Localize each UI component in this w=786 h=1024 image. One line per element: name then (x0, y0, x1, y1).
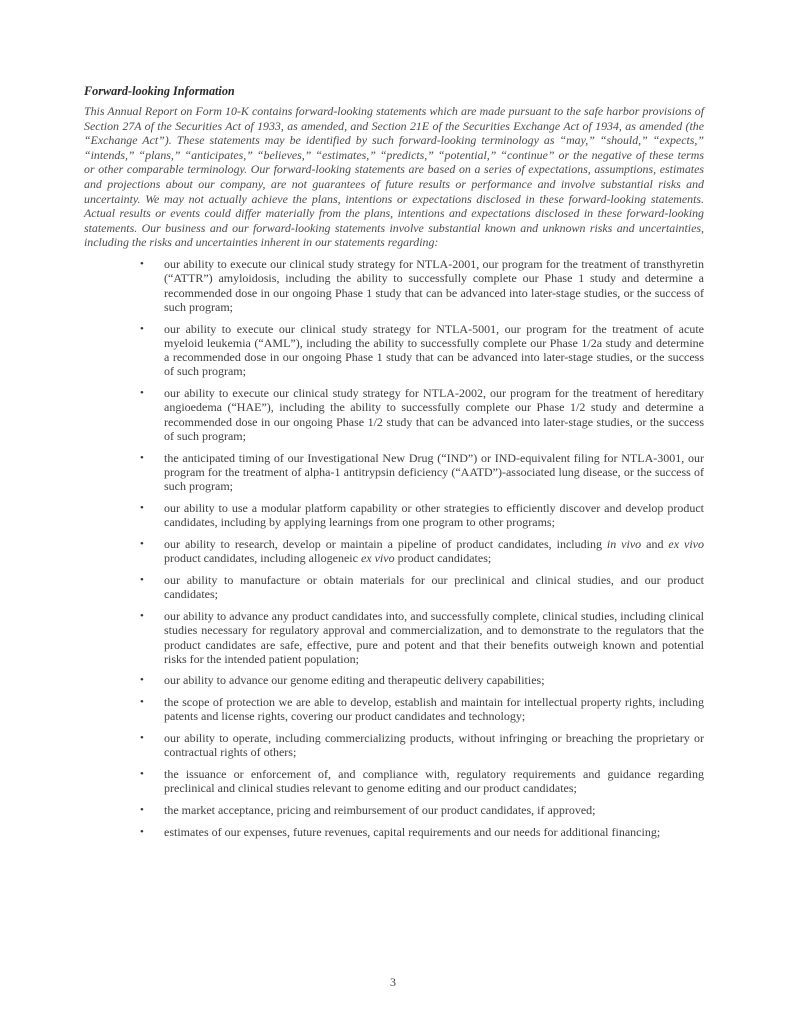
bullet-dot-icon: • (140, 696, 144, 709)
bullet-item (84, 386, 704, 443)
bullet-text: our ability to operate, including commercializing products, without infringing or breaching the proprietary or contractual rights of others; (164, 731, 704, 760)
bullet-item (84, 257, 704, 314)
bullet-text: the scope of protection we are able to develop, establish and maintain for intellectual property rights, including patents and license rights, covering our product candidates and technology; (164, 695, 704, 724)
text-run: and (641, 536, 669, 551)
bullet-dot-icon: • (140, 501, 144, 514)
bullet-dot-icon: • (140, 573, 144, 586)
bullet-item (84, 537, 704, 566)
italic-term: ex vivo (360, 551, 395, 566)
bullet-text: our ability to execute our clinical study strategy for NTLA-2001, our program for the treatment of transthyretin (“ATTR”) amyloidosis, including the ability to successfully complete our Phase 1 study and determine a recommended dose in our ongoing Phase 1 study that can be advanced into later-stage studies, or the success of such program; (164, 256, 704, 314)
text-run: our ability to research, develop or maintain a pipeline of product candidates, including (164, 536, 607, 551)
bullet-dot-icon: • (140, 768, 144, 781)
bullet-item (84, 803, 704, 817)
bullet-text: our ability to execute our clinical study strategy for NTLA-2002, our program for the treatment of hereditary angioedema (“HAE”), including the ability to successfully complete our Phase 1/2 study and determine a recommended dose in our ongoing Phase 1/2 study that can be advanced into later-stage studies, or the success of such program; (164, 386, 704, 443)
bullet-text: our ability to advance any product candidates into, and successfully complete, clinical studies, including clinical studies necessary for regulatory approval and commercialization, and to demonstrate to the regulators that the product candidates are safe, effective, pure and potent and that their benefits outweigh known and potential risks for the intended patient population; (164, 608, 704, 666)
text-run: product candidates, including allogeneic (164, 551, 361, 566)
bullet-dot-icon: • (140, 387, 144, 400)
bullet-dot-icon: • (140, 732, 144, 745)
italic-term: in vivo (606, 536, 642, 551)
text-run: product candidates; (394, 551, 492, 566)
bullet-dot-icon: • (140, 451, 144, 464)
bullet-list (84, 257, 704, 839)
bullet-dot-icon: • (140, 537, 144, 550)
bullet-text: the issuance or enforcement of, and compliance with, regulatory requirements and guidance regarding preclinical and clinical studies relevant to genome editing and our product candidates; (164, 767, 704, 796)
bullet-text: our ability to manufacture or obtain materials for our preclinical and clinical studies, and our product candidates; (164, 572, 704, 602)
bullet-dot-icon: • (140, 804, 144, 817)
bullet-text: the anticipated timing of our Investigational New Drug (“IND”) or IND-equivalent filing for NTLA-3001, our program for the treatment of alpha-1 antitrypsin deficiency (“AATD”)-associated lung disease, or the success of such program; (164, 450, 704, 494)
bullet-item (84, 322, 704, 379)
bullet-item (84, 695, 704, 724)
section-heading: Forward-looking Information (84, 84, 235, 98)
bullet-dot-icon: • (140, 322, 144, 335)
bullet-text: our ability to use a modular platform capability or other strategies to efficiently discover and develop product candidates, including by applying learnings from one program to other programs; (164, 500, 704, 530)
document-page (84, 84, 704, 847)
bullet-item (84, 731, 704, 760)
bullet-dot-icon: • (140, 825, 144, 838)
bullet-item (84, 673, 704, 687)
bullet-dot-icon: • (140, 257, 144, 270)
page-number: 3 (390, 975, 396, 989)
bullet-text: our ability to execute our clinical study strategy for NTLA-5001, our program for the treatment of acute myeloid leukemia (“AML”), including the ability to successfully complete our Phase 1/2a study and determine a recommended dose in our ongoing Phase 1 study that can be advanced into later-stage studies, or the success of such program; (164, 321, 704, 379)
bullet-item (84, 609, 704, 666)
bullet-item (84, 501, 704, 530)
bullet-dot-icon: • (140, 674, 144, 687)
bullet-item (84, 451, 704, 494)
bullet-text: our ability to advance our genome editing and therapeutic delivery capabilities; (164, 673, 545, 688)
bullet-item (84, 767, 704, 796)
intro-paragraph: This Annual Report on Form 10-K contains forward-looking statements which are made pursuant to the safe harbor provisions of Section 27A of the Securities Act of 1933, as amended, and Section 21E of the Securities Exchange Act of 1934, as amended (the “Exchange Act”). These statements may be identified by such forward-looking terminology as “may,” “should,” “expects,” “intends,” “plans,” “anticipates,” “believes,” “estimates,” “predicts,” “potential,” “continue” or the negative of these terms or other comparable terminology. Our forward-looking statements are based on a series of expectations, assumptions, estimates and projections about our company, are not guarantees of future results or performance and involve substantial risks and uncertainty. We may not actually achieve the plans, intentions or expectations disclosed in these forward-looking statements. Actual results or events could differ materially from the plans, intentions and expectations disclosed in these forward-looking statements. Our business and our forward-looking statements involve substantial known and unknown risks and uncertainties, including the risks and uncertainties inherent in our statements regarding: (84, 104, 704, 250)
bullet-item (84, 573, 704, 602)
bullet-item (84, 825, 704, 839)
bullet-text (164, 537, 704, 565)
italic-term: ex vivo (668, 536, 704, 551)
bullet-dot-icon: • (140, 609, 144, 622)
bullet-text: the market acceptance, pricing and reimbursement of our product candidates, if approved; (164, 803, 596, 818)
bullet-text: estimates of our expenses, future revenues, capital requirements and our needs for additional financing; (164, 824, 661, 839)
